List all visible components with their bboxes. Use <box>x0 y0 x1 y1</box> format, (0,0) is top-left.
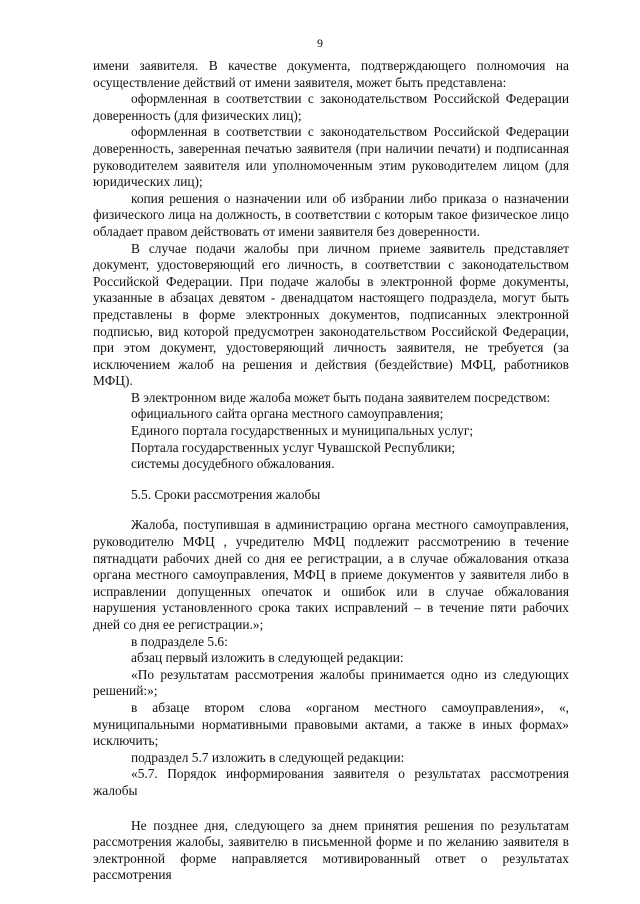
paragraph: оформленная в соответствии с законодательством Российской Федерации доверенность (для физических лиц); <box>93 91 569 123</box>
paragraph: Не позднее дня, следующего за днем принятия решения по результатам рассмотрения жалобы, заявителю в письменной форме и по желанию заявителя в электронной форме направляется мотивированный ответ о результатах рассмотрения <box>93 817 569 883</box>
spacer <box>93 800 569 818</box>
paragraph: в абзаце втором слова «органом местного самоуправления», «, муниципальными нормативными правовыми актами, а также в иных формах» исключить; <box>93 699 569 749</box>
paragraph: официального сайта органа местного самоуправления; <box>131 406 444 422</box>
document-body <box>93 58 569 884</box>
paragraph: «По результатам рассмотрения жалобы принимается одно из следующих решений:»; <box>93 666 569 699</box>
paragraph: Портала государственных услуг Чувашской Республики; <box>131 439 456 455</box>
paragraph-group-2 <box>93 517 569 799</box>
spacer <box>93 473 569 487</box>
paragraph: имени заявителя. В качестве документа, подтверждающего полномочия на осуществление действий от имени заявителя, может быть представлена: <box>93 58 569 90</box>
paragraph: подраздел 5.7 изложить в следующей редакции: <box>131 749 405 765</box>
paragraph: в подразделе 5.6: <box>131 633 228 649</box>
paragraph: копия решения о назначении или об избрании либо приказа о назначении физического лица на должность, в соответствии с которым такое физическое лицо обладает правом действовать от имени заявителя без доверенности. <box>93 190 569 239</box>
paragraph: «5.7. Порядок информирования заявителя о результатах рассмотрения жалобы <box>93 766 569 798</box>
paragraph-group-1 <box>93 58 569 473</box>
paragraph-group-3 <box>93 818 569 884</box>
spacer <box>93 503 569 517</box>
page-number: 9 <box>317 36 323 50</box>
paragraph: оформленная в соответствии с законодательством Российской Федерации доверенность, заверенная печатью заявителя (при наличии печати) и подписанная руководителем заявителя или уполномоченным этим руководителем лицом (для юридических лиц); <box>93 124 569 190</box>
paragraph: системы досудебного обжалования. <box>131 456 335 472</box>
paragraph: Жалоба, поступившая в администрацию органа местного самоуправления, руководителю МФЦ , учредителю МФЦ подлежит рассмотрению в течение пятнадцати рабочих дней со дня ее регистрации, а в случае обжалования отказа органа местного самоуправления, МФЦ в приеме документов у заявителя либо в исправлении допущенных опечаток и ошибок или в случае обжалования нарушения установленного срока таких исправлений – в течение пяти рабочих дней со дня ее регистрации.»; <box>93 517 569 632</box>
paragraph: В случае подачи жалобы при личном приеме заявитель представляет документ, удостоверяющий его личность, в соответствии с законодательством Российской Федерации. При подаче жалобы в электронной форме документы, указанные в абзацах девятом - двенадцатом настоящего подраздела, могут быть представлены в форме электронных документов, подписанных электронной подписью, вид которой предусмотрен законодательством Российской Федерации, при этом документ, удостоверяющий личность заявителя, не требуется (за исключением жалоб на решения и действия (бездействие) МФЦ, работников МФЦ). <box>93 240 569 389</box>
paragraph: В электронном виде жалоба может быть подана заявителем посредством: <box>131 389 551 405</box>
paragraph: абзац первый изложить в следующей редакции: <box>131 650 404 666</box>
section-heading: 5.5. Сроки рассмотрения жалобы <box>131 486 321 502</box>
paragraph: Единого портала государственных и муниципальных услуг; <box>131 423 474 439</box>
